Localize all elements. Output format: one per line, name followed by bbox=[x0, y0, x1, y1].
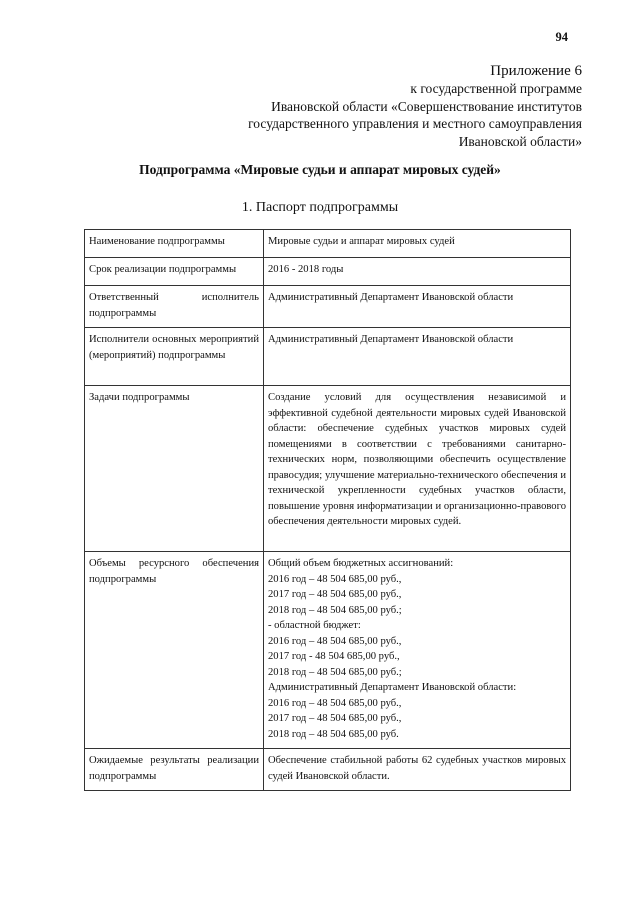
resources-line: Административный Департамент Ивановской области: bbox=[268, 682, 517, 693]
subprogram-title: Подпрограмма «Мировые судьи и аппарат мировых судей» bbox=[139, 162, 501, 177]
table-row bbox=[85, 230, 571, 258]
row-label: Ответственный исполнитель подпрограммы bbox=[85, 286, 264, 328]
resources-line: 2018 год – 48 504 685,00 руб. bbox=[268, 728, 399, 740]
passport-table bbox=[84, 229, 571, 791]
row-label: Наименование подпрограммы bbox=[85, 230, 264, 258]
resources-line: 2017 год – 48 504 685,00 руб., bbox=[268, 589, 402, 600]
resources-line: 2016 год – 48 504 685,00 руб., bbox=[268, 635, 402, 647]
resources-line: Общий объем бюджетных ассигнований: bbox=[268, 558, 454, 569]
page-number: 94 bbox=[555, 30, 568, 44]
table-row bbox=[85, 386, 571, 552]
appendix-line: государственного управления и местного самоуправления bbox=[248, 116, 582, 131]
row-label: Срок реализации подпрограммы bbox=[85, 258, 264, 286]
resources-value bbox=[264, 552, 571, 749]
resources-line: 2017 год - 48 504 685,00 руб., bbox=[268, 651, 400, 662]
appendix-line: к государственной программе bbox=[410, 81, 582, 96]
resources-line: 2018 год – 48 504 685,00 руб.; bbox=[268, 666, 402, 678]
row-value: 2016 - 2018 годы bbox=[264, 258, 571, 286]
table-row bbox=[85, 552, 571, 749]
row-value: Мировые судьи и аппарат мировых судей bbox=[264, 230, 571, 258]
row-value: Создание условий для осуществления независимой и эффективной судебной деятельности мировых судей Ивановской области: обеспечение судебных участков мировых судей помещениями в соответствии с требованиями санитарно-технических норм, позволяющими обеспечить осуществление правосудия; улучшение материально-технического обеспечения и технической укрепленности судебных участков области, повышение уровня информатизации и организационно-правового обеспечения деятельности мировых судей. bbox=[264, 386, 571, 552]
row-label: Ожидаемые результаты реализации подпрограммы bbox=[85, 749, 264, 791]
resources-line: 2016 год – 48 504 685,00 руб., bbox=[268, 697, 402, 709]
resources-line: 2017 год – 48 504 685,00 руб., bbox=[268, 713, 402, 724]
resources-line: 2016 год – 48 504 685,00 руб., bbox=[268, 573, 402, 585]
resources-line: 2018 год – 48 504 685,00 руб.; bbox=[268, 604, 402, 616]
row-label: Исполнители основных мероприятий (мероприятий) подпрограммы bbox=[85, 328, 264, 386]
appendix-line: Ивановской области» bbox=[458, 133, 582, 149]
table-row bbox=[85, 749, 571, 791]
table-row bbox=[85, 258, 571, 286]
table-row bbox=[85, 328, 571, 386]
row-value: Административный Департамент Ивановской области bbox=[264, 286, 571, 328]
appendix-title: Приложение 6 bbox=[490, 63, 582, 79]
section-title: 1. Паспорт подпрограммы bbox=[241, 200, 399, 215]
resources-line: - областной бюджет: bbox=[268, 620, 361, 631]
row-label: Объемы ресурсного обеспечения подпрограммы bbox=[85, 552, 264, 749]
row-value: Обеспечение стабильной работы 62 судебных участков мировых судей Ивановской области. bbox=[264, 749, 571, 791]
row-label: Задачи подпрограммы bbox=[85, 386, 264, 552]
appendix-header bbox=[248, 62, 582, 150]
row-value: Административный Департамент Ивановской области bbox=[264, 328, 571, 386]
appendix-line: Ивановской области «Совершенствование институтов bbox=[271, 98, 582, 114]
table-row bbox=[85, 286, 571, 328]
